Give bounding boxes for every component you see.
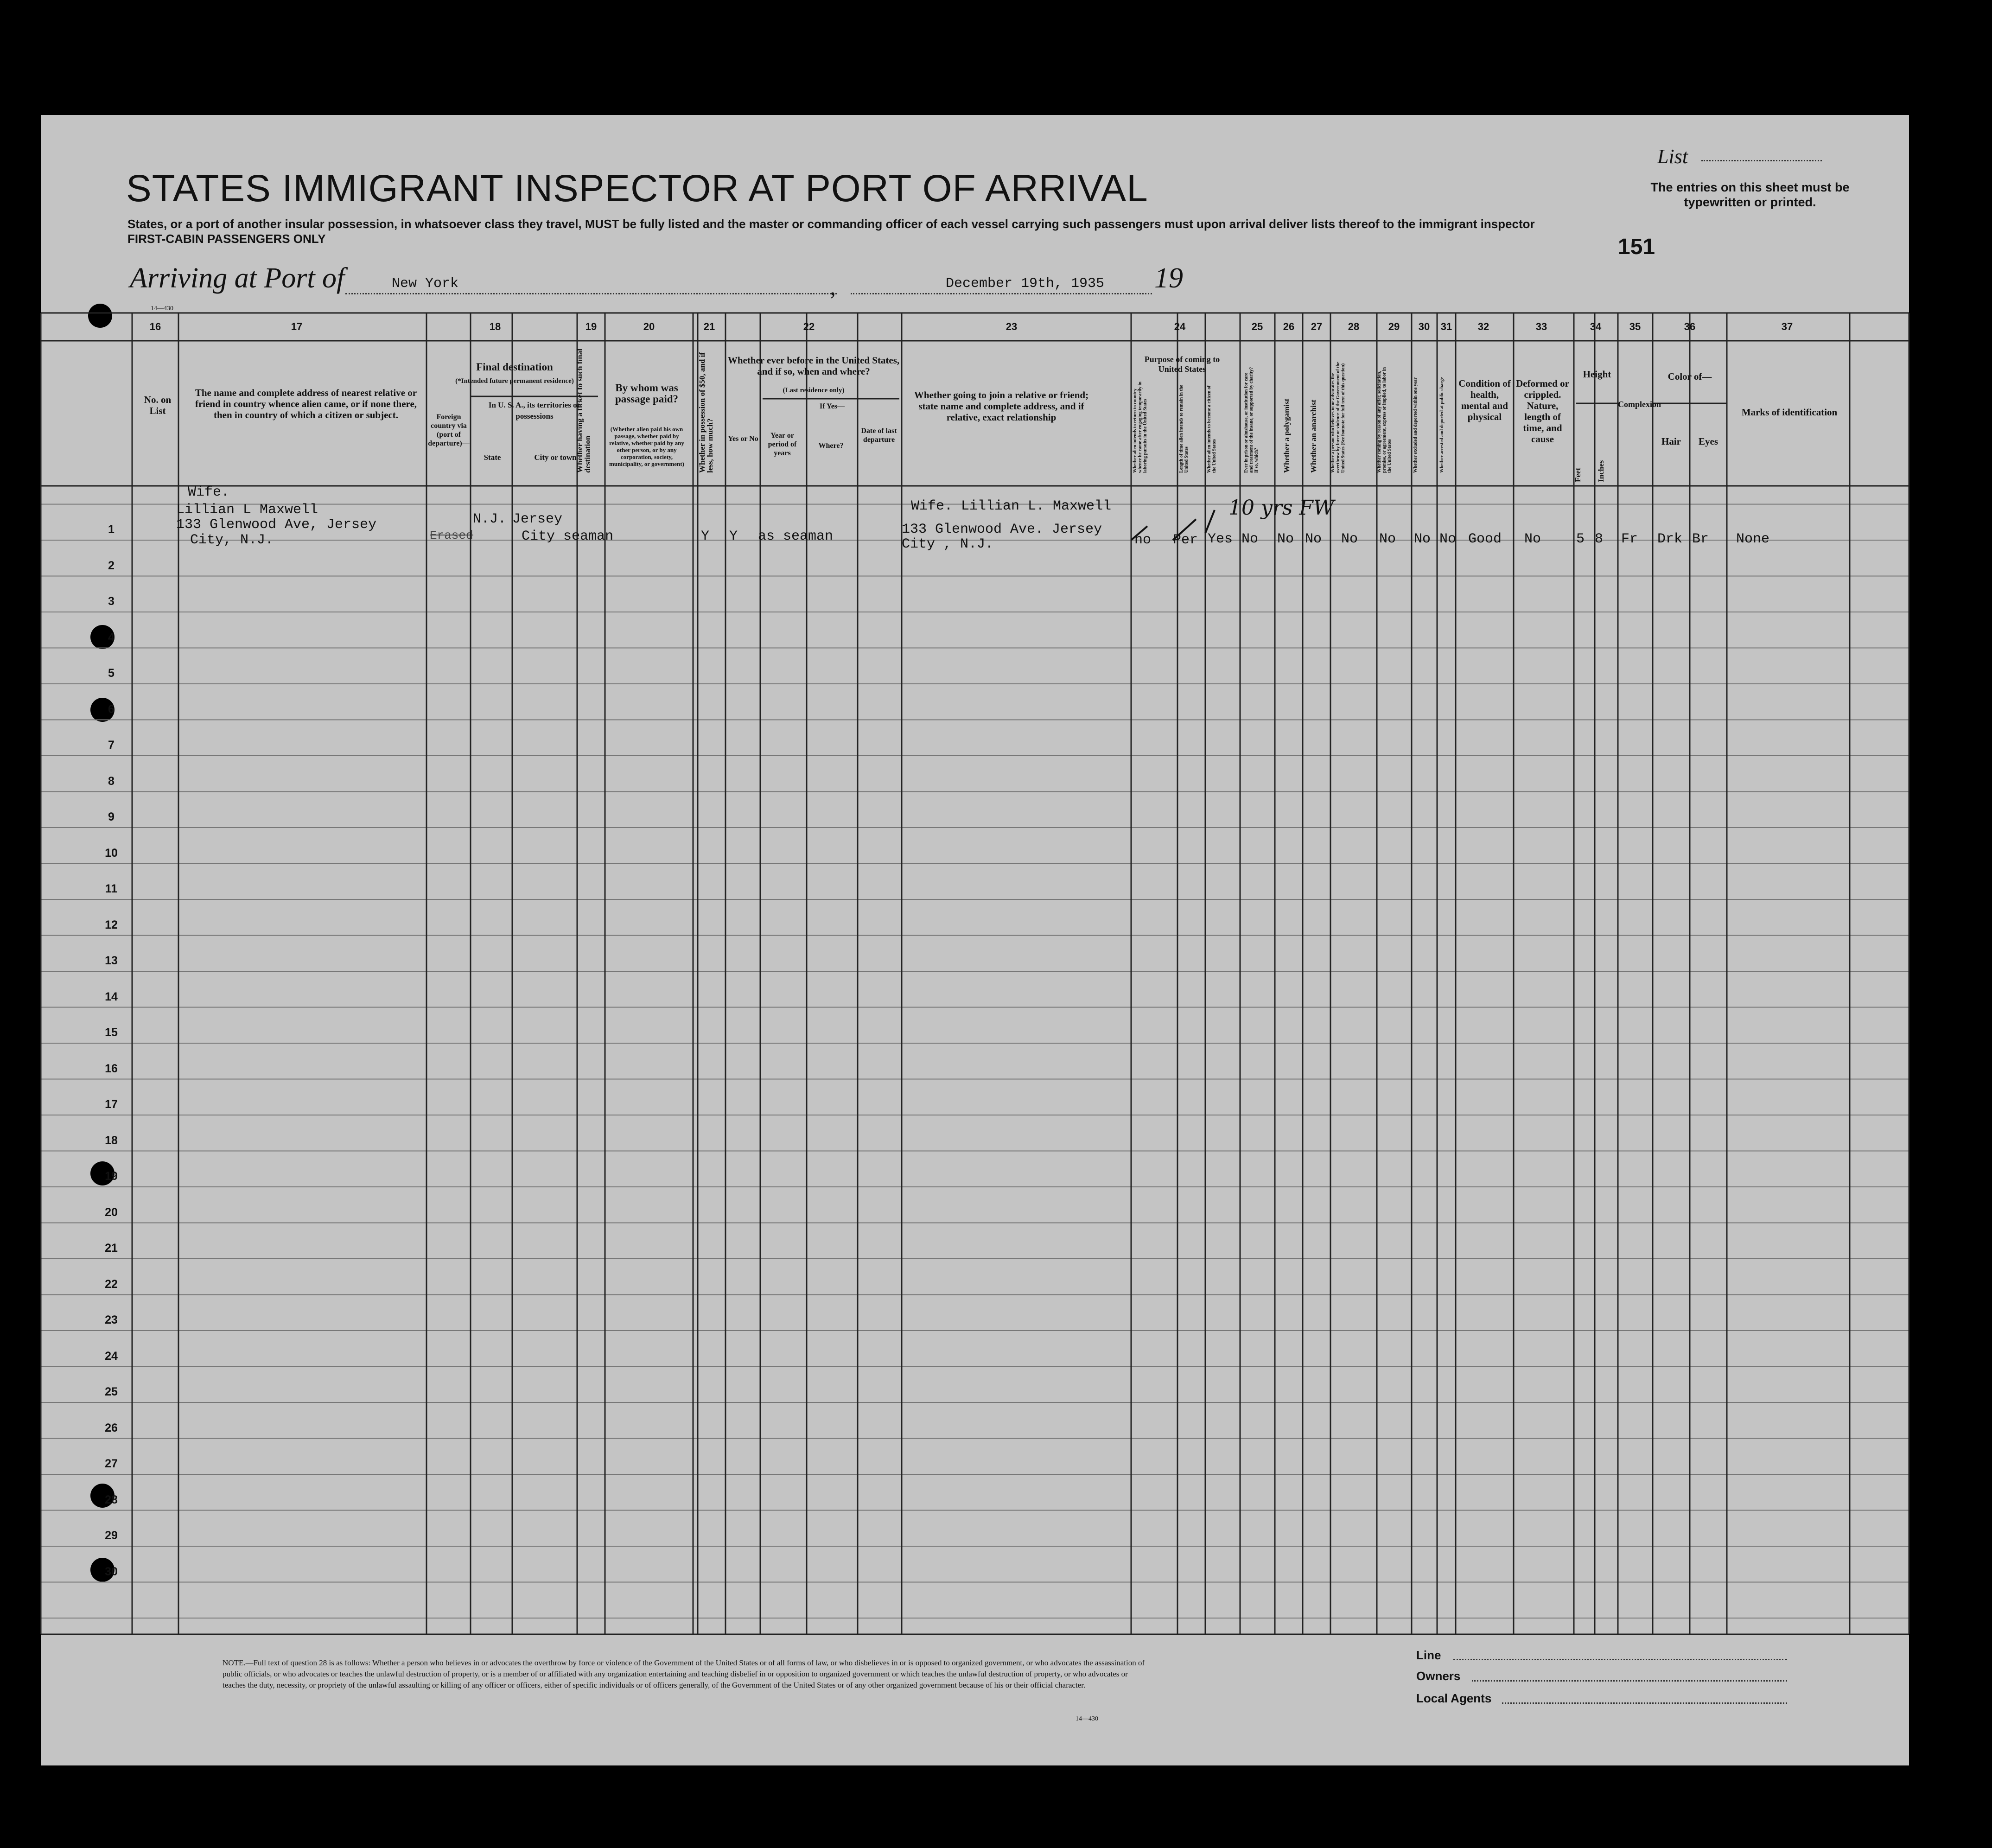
handwritten-annotation: 10 yrs FW — [1228, 496, 1335, 520]
col33-header: Deformed or crippled. Nature, length of time, and cause — [1516, 378, 1569, 445]
col24b-header: Length of time alien intends to remain in the United States — [1179, 385, 1189, 473]
col29-header: Whether coming by reason of any offer, solicitation, promise, or agreement, express or implied, to labor in the United States — [1377, 367, 1392, 473]
marks-value: None — [1736, 531, 1770, 547]
entries-note: The entries on this sheet must be typewritten or printed. — [1650, 180, 1850, 209]
state-value: N.J. — [473, 511, 507, 527]
row-number: 21 — [105, 1242, 118, 1255]
col24-title: Purpose of coming to United States — [1144, 355, 1220, 374]
handwritten-check-marks — [1126, 501, 1219, 547]
col24a-header: Whether alien intends to return to country whence he came after engaging temporarily in laboring pursuits in the United States — [1133, 382, 1148, 473]
row-number: 12 — [105, 918, 118, 931]
row-number: 16 — [105, 1062, 118, 1075]
page-title: STATES IMMIGRANT INSPECTOR AT PORT OF ARRIVAL — [126, 167, 1148, 210]
col18-title: Final destination — [476, 361, 553, 373]
row-number: 19 — [105, 1170, 118, 1183]
col34-inches: Inches — [1597, 460, 1605, 482]
col21-header: Whether in possession of $50, and if less, how much? — [698, 352, 714, 473]
list-label: List — [1657, 145, 1688, 168]
relative-line1: Wife. — [188, 484, 230, 500]
deformed-value: No — [1524, 531, 1541, 547]
col22-where: Where? — [818, 442, 844, 450]
column-number: 36 — [1684, 321, 1696, 332]
row-number: 29 — [105, 1529, 118, 1542]
city-line1: Jersey — [512, 511, 563, 527]
column-number: 16 — [149, 321, 161, 332]
row-number: 23 — [105, 1313, 118, 1326]
row-number: 11 — [105, 882, 118, 895]
line-blank — [1453, 1659, 1787, 1660]
city-line2: City — [522, 529, 555, 544]
comma: , — [830, 274, 836, 300]
column-number: 34 — [1590, 321, 1602, 332]
col18-usa: In U. S. A., its territories or possessions — [488, 401, 581, 421]
column-number: 25 — [1251, 321, 1263, 332]
polygamist-value: No — [1277, 531, 1294, 547]
row-number: 9 — [108, 810, 115, 823]
offer-value: No — [1379, 531, 1396, 547]
column-number: 27 — [1311, 321, 1323, 332]
line-label: Line — [1416, 1648, 1441, 1662]
overthrow-value: No — [1341, 531, 1358, 547]
col18-foreign: Foreign country via (port of departure)— — [428, 413, 470, 447]
row-number: 10 — [105, 846, 118, 860]
col22-title: Whether ever before in the United States, and if so, when and where? — [727, 355, 900, 377]
row-number: 20 — [105, 1205, 118, 1219]
row-number: 26 — [105, 1421, 118, 1434]
inches-value: 8 — [1595, 531, 1604, 547]
col16-header: No. on List — [144, 394, 172, 416]
form-number-top: 14—430 — [151, 305, 173, 312]
col18-city: City or town — [534, 453, 577, 462]
subtitle-line1: States, or a port of another insular possession, in whatsoever class they travel, MUST be fully listed and the master or commanding officer of each vessel carrying such passengers must upon arrival deliver lists thereof to the immigrant inspector — [127, 217, 1535, 231]
column-number: 30 — [1418, 321, 1430, 332]
health-value: Good — [1468, 531, 1502, 547]
col37-header: Marks of identification — [1741, 407, 1838, 418]
col36-header: Color of— — [1667, 371, 1712, 382]
column-number: 31 — [1440, 321, 1452, 332]
col28-header: Whether a person who believes in or advocates the overthrow by force or violence of the Government of the United States (See footnote for full text of this question) — [1330, 362, 1346, 473]
complexion-value: Fr — [1621, 531, 1638, 547]
col23-header: Whether going to join a relative or friend; state name and complete address, and if relative, exact relationship — [914, 389, 1089, 423]
row-number: 4 — [108, 631, 115, 644]
column-number: 24 — [1174, 321, 1186, 332]
row-number: 15 — [105, 1026, 118, 1039]
col31-header: Whether arrested and deported at public charge — [1439, 377, 1445, 473]
date-value: December 19th, 1935 — [946, 276, 1105, 292]
column-number: 21 — [703, 321, 715, 332]
passage-value: seaman — [563, 529, 614, 544]
col22-if-yes: If Yes— — [819, 402, 845, 410]
join-line1: Wife. Lillian L. Maxwell — [911, 498, 1112, 514]
prison-value: No — [1241, 531, 1259, 547]
owners-label: Owners — [1416, 1669, 1461, 1683]
col24c-header: Whether alien intends to become a citizen of the United States — [1207, 385, 1217, 473]
arriving-label: Arriving at Port of — [130, 262, 345, 294]
col25-header: Ever in prison or almshouse, or institution for care and treatment of the insane, or supported by charity? If so, which? — [1244, 367, 1259, 473]
row-number: 22 — [105, 1277, 118, 1291]
col36-eyes: Eyes — [1699, 436, 1718, 447]
row-number: 7 — [108, 739, 115, 752]
column-number: 35 — [1629, 321, 1641, 332]
port-value: New York — [392, 276, 459, 292]
col19-header: Whether having a ticket to such final destination — [575, 349, 592, 473]
row-number: 2 — [108, 559, 115, 572]
citizen-value: Yes — [1208, 531, 1233, 547]
foreign-country: Erased — [430, 529, 473, 542]
row-number: 13 — [105, 954, 118, 967]
column-number: 23 — [1006, 321, 1018, 332]
anarchist-value: No — [1305, 531, 1322, 547]
col27-header: Whether an anarchist — [1309, 399, 1318, 473]
column-number: 32 — [1477, 321, 1489, 332]
col35-header: Complexion — [1618, 400, 1661, 409]
eyes-value: Br — [1692, 531, 1709, 547]
footnote: NOTE.—Full text of question 28 is as follows: Whether a person who believes in or advocates the overthrow by force or violence of the Government of the United States or of all forms of law, or who disbelieves in or is opposed to organized government, or who advocates the assassination of public officials, or who advocates or teaches the unlawful destruction of property, or is a member of or affiliated with any organization entertaining and teaching disbelief in or opposition to organized government or which teaches the unlawful destruction of property, or who advocates or teaches the duty, necessity, or propriety of the unlawful assaulting or killing of any officer or officers, either of specific individuals or of officers generally, of the Government of the United States or of any other organized government because of his or their official character. — [223, 1658, 1145, 1689]
row-number: 1 — [108, 523, 115, 536]
row-number: 3 — [108, 595, 115, 608]
col22-yes-no: Yes or No — [728, 435, 758, 443]
column-number: 26 — [1283, 321, 1295, 332]
excluded-value: No — [1414, 531, 1431, 547]
year-label: 19 — [1154, 262, 1183, 294]
join-line3: City , N.J. — [902, 536, 994, 552]
relative-line2: Lillian L Maxwell — [176, 502, 318, 518]
col34-feet: Feet — [1573, 467, 1582, 482]
owners-blank — [1472, 1680, 1787, 1682]
column-number: 28 — [1348, 321, 1360, 332]
row-number: 5 — [108, 667, 115, 680]
row-number: 8 — [108, 774, 115, 788]
column-number: 22 — [803, 321, 815, 332]
length-value: Per — [1173, 532, 1198, 548]
col22-years: Year or period of years — [768, 432, 797, 457]
col36-hair: Hair — [1661, 436, 1681, 447]
col22-date: Date of last departure — [861, 427, 897, 444]
return-value: no — [1134, 532, 1152, 548]
col20-title: By whom was passage paid? — [615, 382, 679, 405]
row-number: 17 — [105, 1098, 118, 1111]
col34-header: Height — [1583, 369, 1611, 380]
row-number: 24 — [105, 1349, 118, 1363]
possession-value: Y — [701, 529, 710, 544]
relative-line4: City, N.J. — [190, 532, 274, 548]
row-number: 28 — [105, 1493, 118, 1506]
column-number: 18 — [489, 321, 501, 332]
form-number-bottom: 14—430 — [1076, 1715, 1098, 1722]
row-number: 30 — [105, 1565, 118, 1578]
row-number: 18 — [105, 1134, 118, 1147]
before-years: as seaman — [758, 529, 834, 544]
col30-header: Whether excluded and deported within one year — [1413, 377, 1418, 473]
row-number: 27 — [105, 1457, 118, 1470]
column-number: 37 — [1781, 321, 1793, 332]
column-number: 29 — [1388, 321, 1400, 332]
join-line2: 133 Glenwood Ave. Jersey — [902, 522, 1102, 537]
col22-note: (Last residence only) — [783, 387, 845, 394]
subtitle-line2: FIRST-CABIN PASSENGERS ONLY — [127, 232, 326, 246]
relative-line3: 133 Glenwood Ave, Jersey — [176, 517, 377, 533]
col32-header: Condition of health, mental and physical — [1458, 378, 1511, 422]
hair-value: Drk — [1657, 531, 1683, 547]
arrested-value: No — [1439, 531, 1457, 547]
column-number: 20 — [643, 321, 655, 332]
sheet-number: 151 — [1618, 235, 1655, 259]
col26-header: Whether a polygamist — [1282, 398, 1291, 473]
col18-note: (*Intended future permanent residence) — [455, 377, 574, 385]
column-number: 17 — [291, 321, 303, 332]
agents-label: Local Agents — [1416, 1691, 1492, 1705]
col17-header: The name and complete address of nearest relative or friend in country whence alien came, or if none there, then in country of which a citizen or subject. — [195, 387, 417, 421]
agents-blank — [1502, 1702, 1787, 1704]
feet-value: 5 — [1576, 531, 1585, 547]
column-number: 19 — [585, 321, 597, 332]
row-number: 14 — [105, 990, 118, 1003]
col20-note: (Whether alien paid his own passage, whether paid by relative, whether paid by any other person, or by any corporation, society, municipality, or government) — [609, 426, 684, 467]
column-number: 33 — [1535, 321, 1547, 332]
row-number: 25 — [105, 1385, 118, 1398]
before-yes-no: Y — [729, 529, 738, 544]
col18-state: State — [484, 453, 501, 462]
row-number: 6 — [108, 702, 115, 716]
